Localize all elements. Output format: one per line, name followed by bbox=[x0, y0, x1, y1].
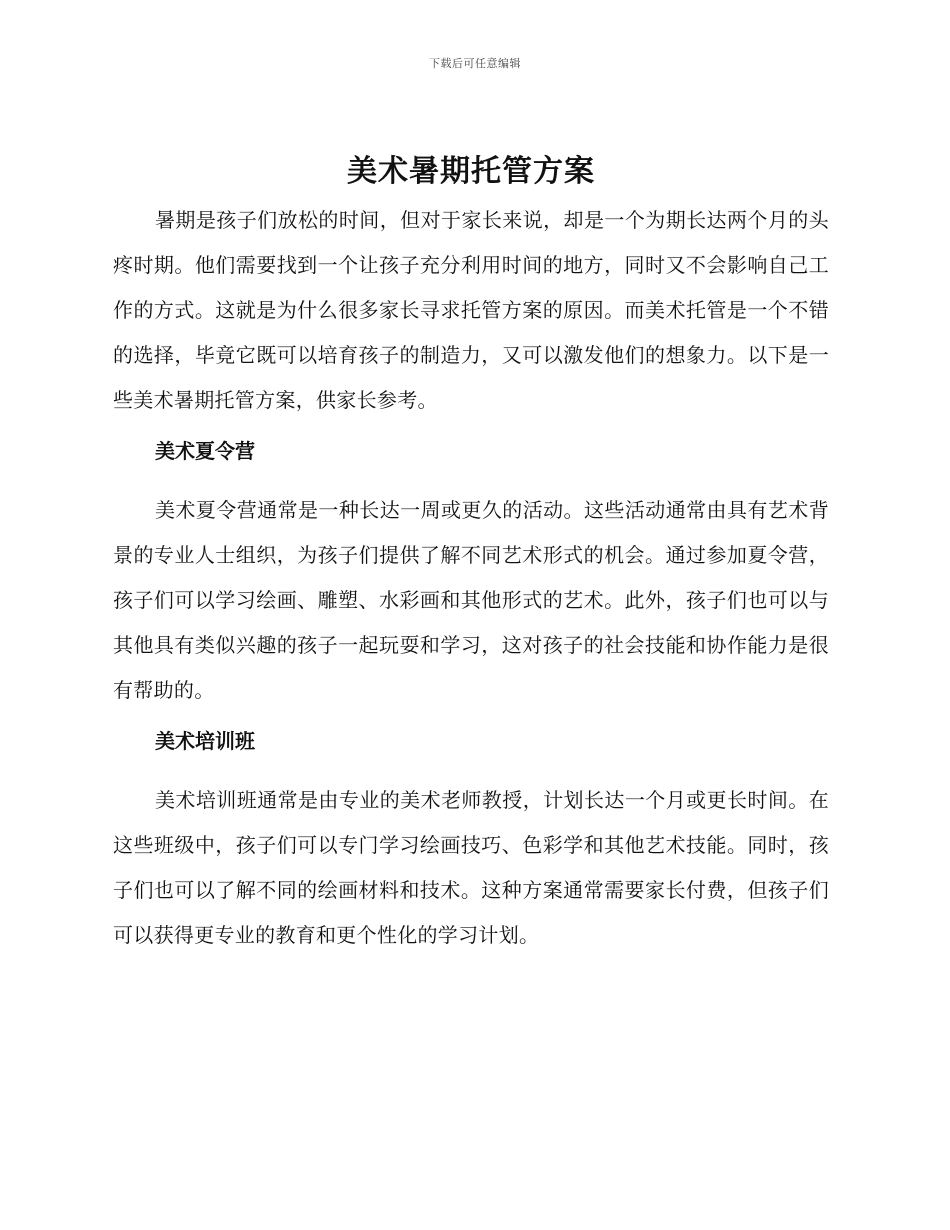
section-paragraph: 美术培训班通常是由专业的美术老师教授，计划长达一个月或更长时间。在这些班级中，孩子们可以专门学习绘画技巧、色彩学和其他艺术技能。同时，孩子们也可以了解不同的绘画材料和技术。这种方案通常需要家长付费，但孩子们可以获得更专业的教育和更个性化的学习计划。 bbox=[113, 788, 829, 947]
document-title: 美术暑期托管方案 bbox=[347, 154, 595, 189]
header-note: 下载后可任意编辑 bbox=[429, 57, 521, 70]
intro-paragraph: 暑期是孩子们放松的时间，但对于家长来说，却是一个为期长达两个月的头疼时期。他们需要找到一个让孩子充分利用时间的地方，同时又不会影响自己工作的方式。这就是为什么很多家长寻求托管方案的原因。而美术托管是一个不错的选择，毕竟它既可以培育孩子的制造力，又可以激发他们的想象力。以下是一些美术暑期托管方案，供家长参考。 bbox=[113, 208, 829, 412]
section-paragraph: 美术夏令营通常是一种长达一周或更久的活动。这些活动通常由具有艺术背景的专业人士组织，为孩子们提供了解不同艺术形式的机会。通过参加夏令营，孩子们可以学习绘画、雕塑、水彩画和其他形式的艺术。此外，孩子们也可以与其他具有类似兴趣的孩子一起玩耍和学习，这对孩子的社会技能和协作能力是很有帮助的。 bbox=[113, 498, 829, 702]
section-heading: 美术培训班 bbox=[155, 729, 255, 753]
section-heading: 美术夏令营 bbox=[155, 439, 255, 463]
section-summer-camp bbox=[113, 429, 829, 713]
document-body bbox=[113, 150, 829, 958]
section-training-class bbox=[113, 719, 829, 958]
